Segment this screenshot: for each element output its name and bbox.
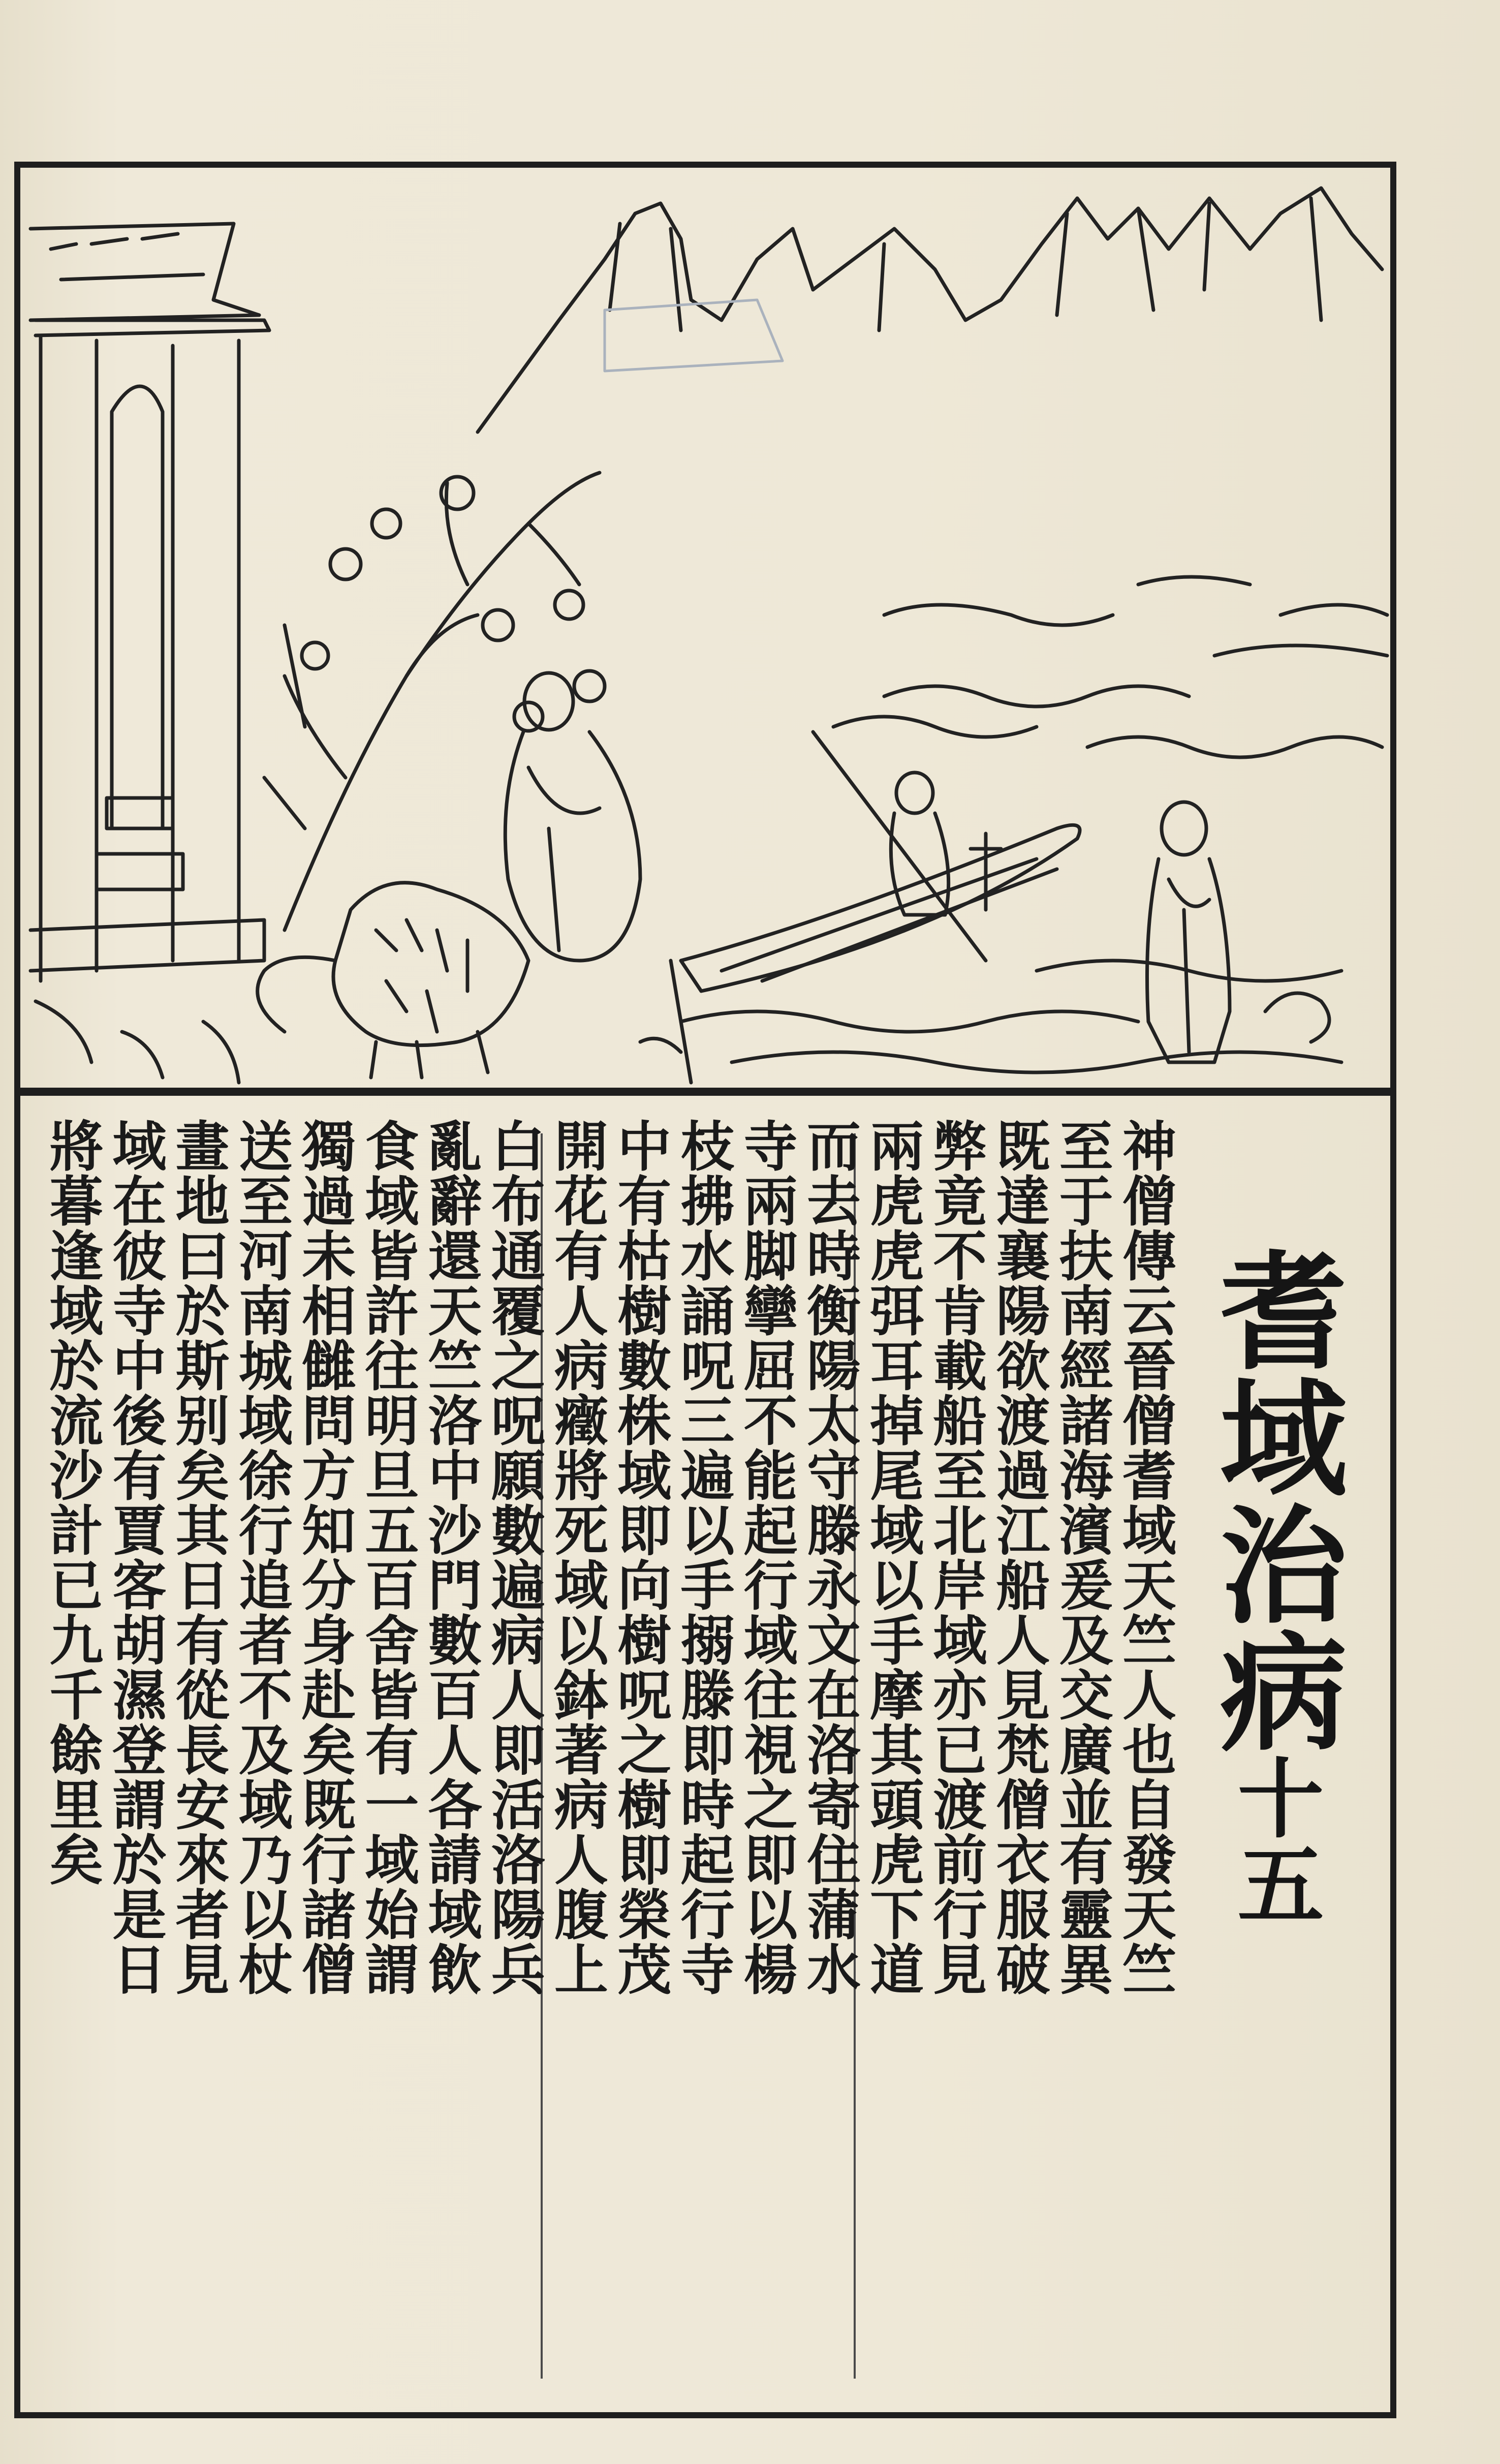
text-column-5: 兩虎虎弭耳掉尾域以手摩其頭虎下道	[861, 1118, 925, 1996]
text-column-1: 神僧傳云晉僧耆域天竺人也自發天竺	[1113, 1118, 1177, 1996]
text-column-4: 弊竟不肯載船至北岸域亦已渡前行見	[924, 1118, 988, 1996]
text-column-9: 中有枯樹數株域即向樹呪之樹即榮茂	[609, 1118, 673, 1996]
frame-divider	[14, 1088, 1396, 1096]
text-column-18: 將暮逢域於流沙計已九千餘里矣	[41, 1118, 105, 1887]
text-panel	[20, 1098, 1390, 2412]
text-column-14: 獨過未相雠問方知分身赴矣既行諸僧	[293, 1118, 357, 1996]
text-column-10: 開花有人病癥將死域以鉢著病人腹上	[545, 1118, 609, 1996]
text-column-11: 白布通覆之呪願數遍病人即活洛陽兵	[482, 1118, 546, 1996]
story-title	[1197, 1245, 1350, 1926]
story-number: 十五	[1223, 1753, 1324, 1926]
text-column-17: 域在彼寺中後有賈客胡濕登謂於是日	[104, 1118, 168, 1996]
text-column-12: 亂辭還天竺洛中沙門數百人各請域飲	[419, 1118, 483, 1996]
story-title-main: 耆域治病	[1199, 1245, 1348, 1753]
text-column-8: 枝拂水誦呪三遍以手搦滕即時起行寺	[672, 1118, 736, 1996]
text-column-13: 食域皆許往明旦五百舍皆有一域始謂	[356, 1118, 420, 1996]
text-column-16: 畫地曰於斯别矣其日有從長安來者見	[167, 1118, 231, 1996]
text-column-2: 至于扶南經諸海濱爰及交廣並有靈異	[1050, 1118, 1114, 1996]
text-column-15: 送至河南城域徐行追者不及域乃以杖	[230, 1118, 294, 1996]
text-column-7: 寺兩脚攣屈不能起行域往視之即以楊	[735, 1118, 799, 1996]
text-column-3: 既達襄陽欲渡過江船人見梵僧衣服破	[987, 1118, 1051, 1996]
text-column-6: 而去時衡陽太守滕永文在洛寄住蒲水	[798, 1118, 862, 1996]
